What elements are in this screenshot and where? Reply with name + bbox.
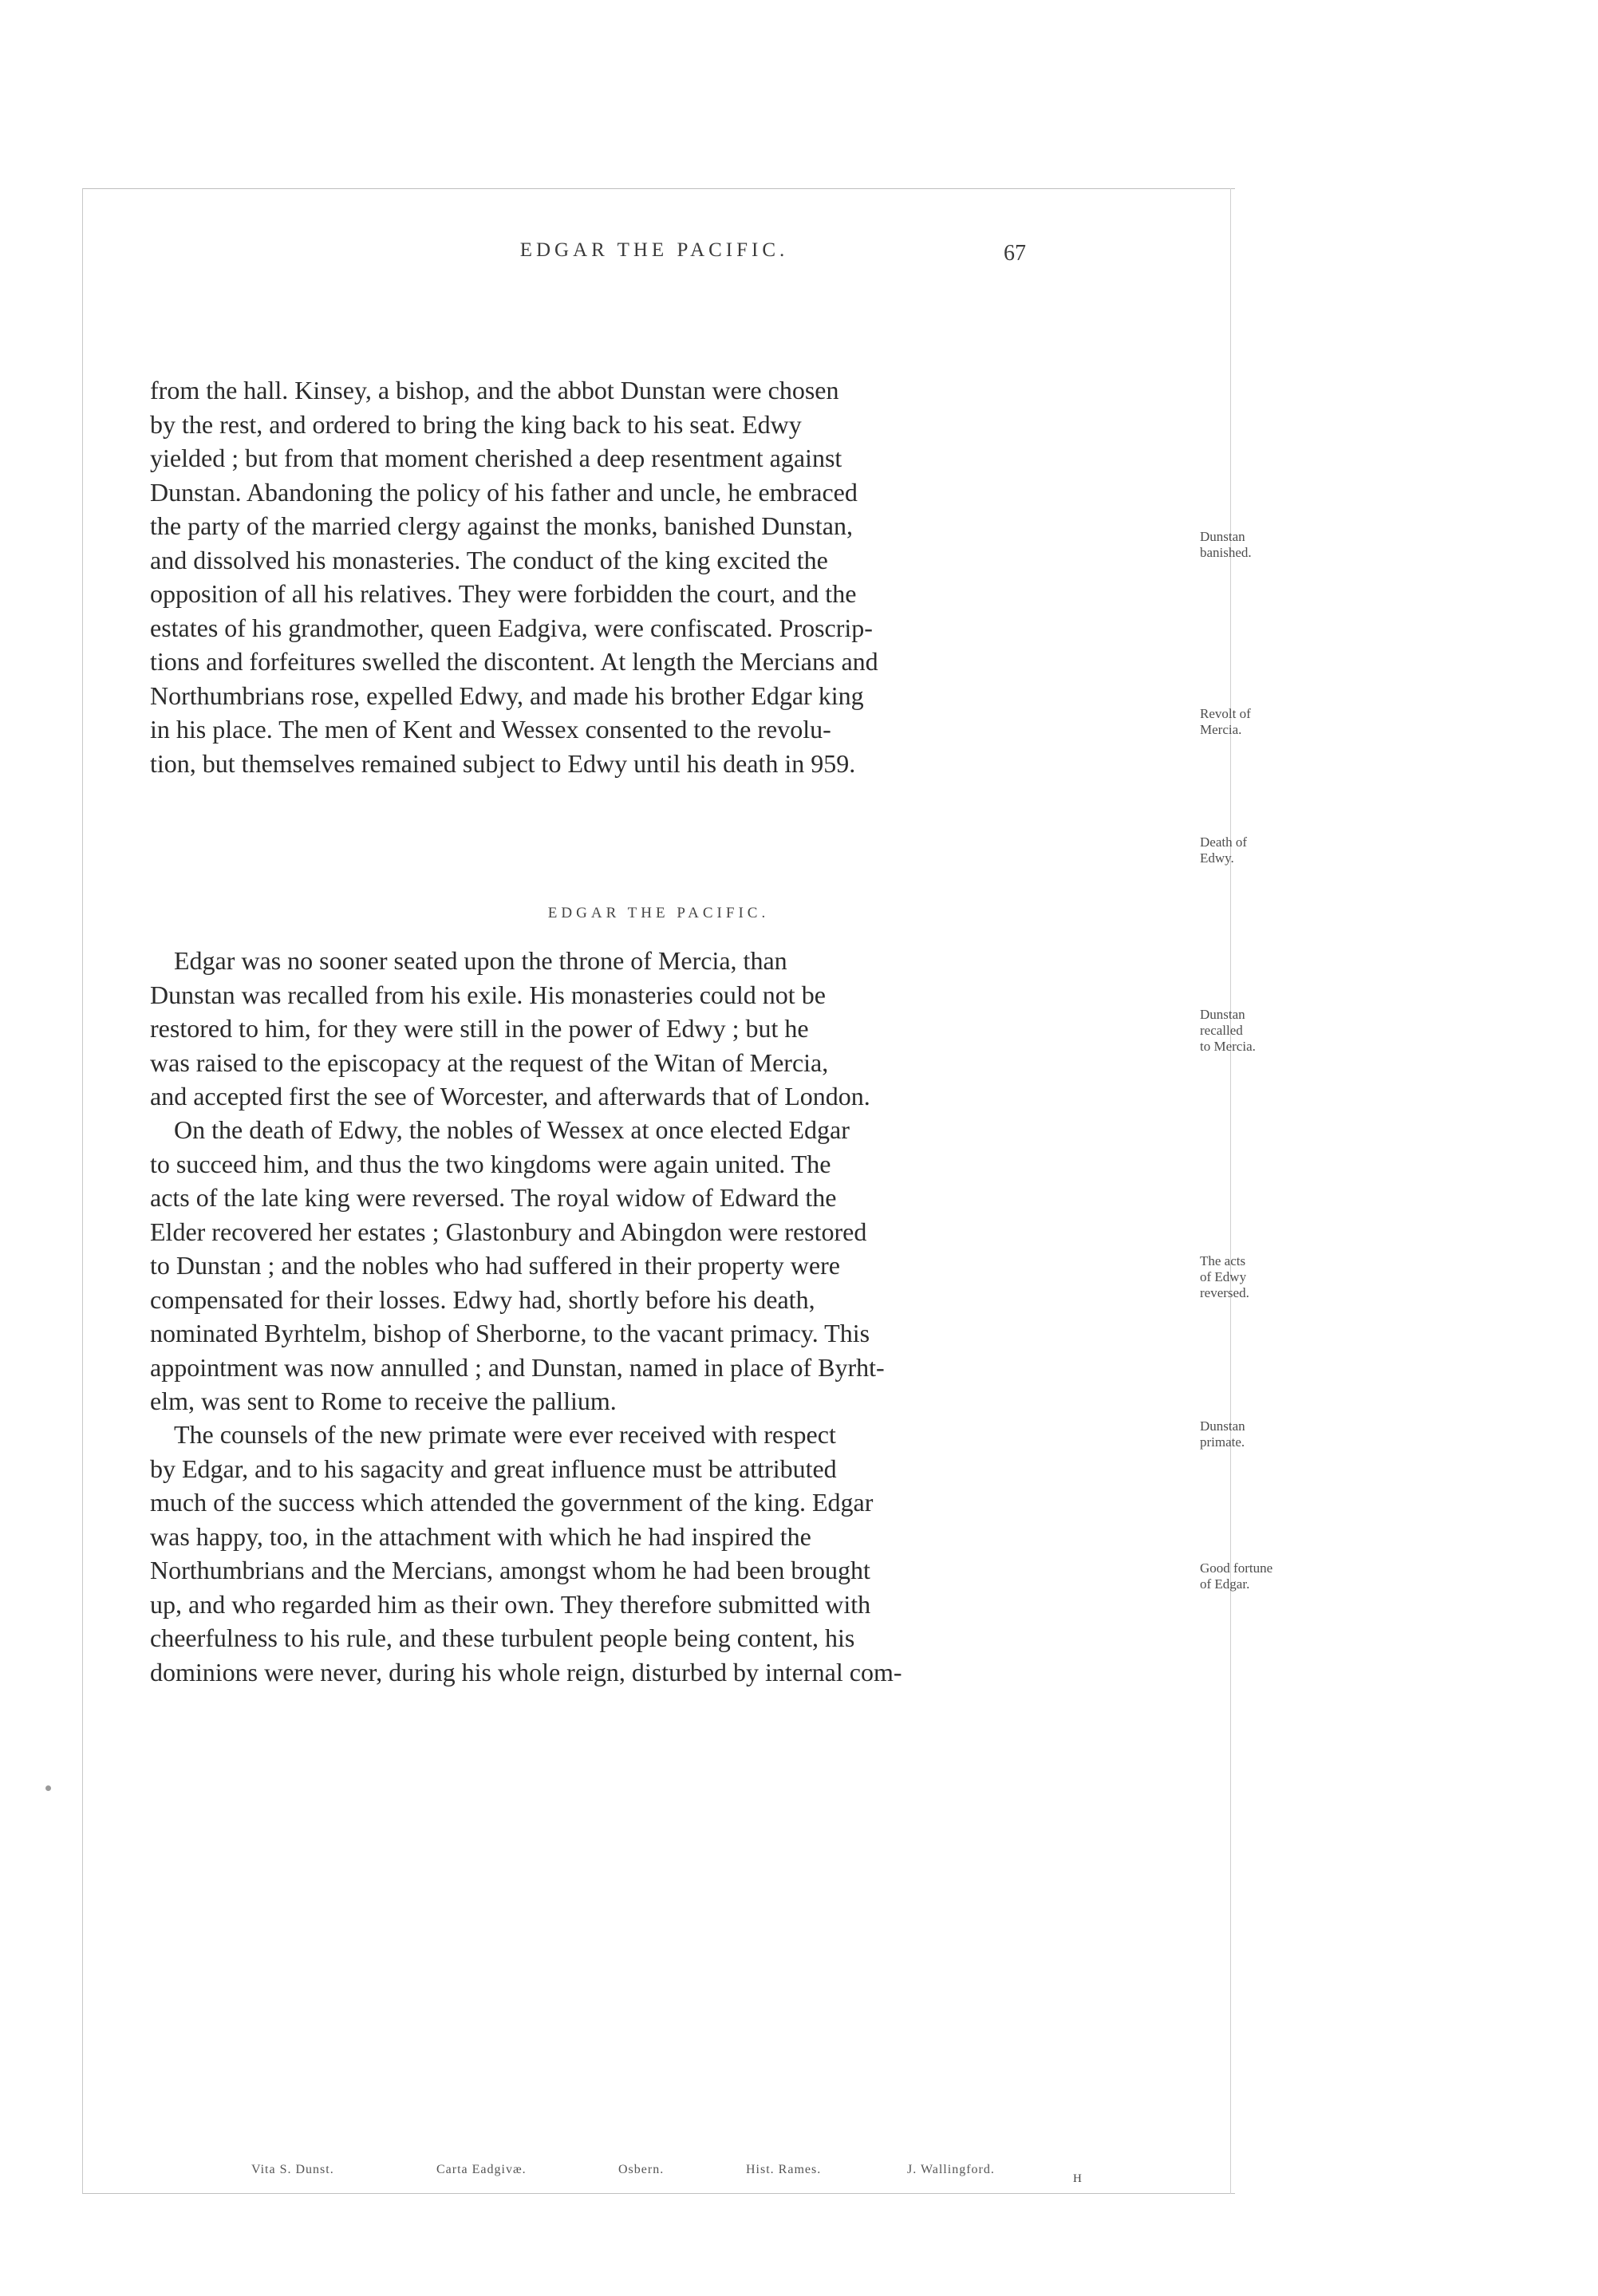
text-line: and accepted first the see of Worcester, and afterwards that of London. [150, 1082, 870, 1111]
section-heading: EDGAR THE PACIFIC. [547, 905, 770, 921]
sidenote-line: to Mercia. [1200, 1039, 1256, 1054]
text-line: the party of the married clergy against the monks, banished Dunstan, [150, 511, 853, 540]
text-line: elm, was sent to Rome to receive the pallium. [150, 1387, 617, 1415]
sidenote-line: Edwy. [1200, 850, 1234, 866]
sidenote-good-fortune [1200, 1560, 1304, 1592]
signature-mark: H [1073, 2172, 1082, 2185]
footnote-ref: Hist. Rames. [746, 2163, 822, 2176]
paragraph-4 [150, 1418, 1167, 1689]
sidenote-dunstan-banished [1200, 529, 1304, 561]
text-line: to succeed him, and thus the two kingdoms were again united. The [150, 1149, 831, 1178]
text-line: tion, but themselves remained subject to Edwy until his death in 959. [150, 748, 856, 778]
footnote-ref: Vita S. Dunst. [251, 2163, 334, 2176]
text-line: The counsels of the new primate were ever received with respect [174, 1420, 836, 1449]
text-line: yielded ; but from that moment cherished a deep resentment against [150, 444, 842, 472]
text-line: Elder recovered her estates ; Glastonbury and Abingdon were restored [150, 1217, 867, 1246]
page-number: 67 [1004, 241, 1026, 266]
sidenote-line: Good fortune [1200, 1560, 1273, 1576]
sidenote-line: Dunstan [1200, 1007, 1245, 1022]
sidenote-dunstan-primate [1200, 1418, 1304, 1450]
sidenote-line: Dunstan [1200, 1418, 1245, 1434]
text-line: nominated Byrhtelm, bishop of Sherborne, to the vacant primacy. This [150, 1319, 870, 1347]
text-line: estates of his grandmother, queen Eadgiva, were confiscated. Proscrip- [150, 613, 873, 642]
text-line: Dunstan. Abandoning the policy of his father and uncle, he embraced [150, 477, 858, 507]
sidenote-line: reversed. [1200, 1285, 1249, 1300]
paragraph-2 [150, 944, 1167, 1114]
sidenote-line: Revolt of [1200, 706, 1251, 721]
text-line: Edgar was no sooner seated upon the throne of Mercia, than [174, 946, 787, 975]
running-title: EDGAR THE PACIFIC. [519, 239, 789, 261]
text-line: appointment was now annulled ; and Dunstan, named in place of Byrht- [150, 1352, 885, 1382]
text-line: tions and forfeitures swelled the discontent. At length the Mercians and [150, 647, 878, 676]
footnote-ref: Osbern. [618, 2163, 665, 2176]
sidenote-line: Dunstan [1200, 529, 1245, 544]
text-line: was raised to the episcopacy at the request of the Witan of Mercia, [150, 1047, 829, 1077]
text-line: Dunstan was recalled from his exile. His monasteries could not be [150, 980, 826, 1009]
text-line: to Dunstan ; and the nobles who had suffered in their property were [150, 1251, 840, 1280]
sidenote-dunstan-recalled [1200, 1007, 1304, 1055]
footnote-ref: Carta Eadgivæ. [436, 2163, 527, 2176]
text-line: opposition of all his relatives. They were forbidden the court, and the [150, 579, 857, 608]
text-line: up, and who regarded him as their own. They therefore submitted with [150, 1589, 871, 1619]
text-line: in his place. The men of Kent and Wessex consented to the revolu- [150, 715, 831, 744]
sidenote-line: primate. [1200, 1434, 1245, 1450]
text-line: acts of the late king were reversed. The royal widow of Edward the [150, 1183, 837, 1212]
text-line: from the hall. Kinsey, a bishop, and the abbot Dunstan were chosen [150, 376, 839, 404]
sidenote-line: Death of [1200, 834, 1248, 850]
text-line: by the rest, and ordered to bring the king back to his seat. Edwy [150, 409, 802, 439]
sidenote-line: banished. [1200, 545, 1252, 560]
margin-mark [45, 1785, 51, 1791]
text-line: dominions were never, during his whole reign, disturbed by internal com- [150, 1657, 902, 1686]
sidenote-acts-reversed [1200, 1253, 1304, 1301]
paragraph-3 [150, 1113, 1167, 1418]
text-line: Northumbrians rose, expelled Edwy, and made his brother Edgar king [150, 681, 864, 710]
text-line: and dissolved his monasteries. The conduct of the king excited the [150, 545, 828, 574]
sidenote-revolt-of-mercia [1200, 706, 1304, 738]
sidenote-line: Mercia. [1200, 722, 1242, 737]
text-line: Northumbrians and the Mercians, amongst whom he had been brought [150, 1556, 870, 1584]
footnote-ref: J. Wallingford. [907, 2163, 995, 2176]
sidenote-line: of Edgar. [1200, 1576, 1250, 1592]
text-line: cheerfulness to his rule, and these turbulent people being content, his [150, 1623, 855, 1652]
text-line: restored to him, for they were still in the power of Edwy ; but he [150, 1014, 809, 1043]
text-line: On the death of Edwy, the nobles of Wessex at once elected Edgar [174, 1115, 850, 1144]
sidenote-line: recalled [1200, 1023, 1243, 1038]
sidenote-line: of Edwy [1200, 1269, 1247, 1284]
text-line: compensated for their losses. Edwy had, shortly before his death, [150, 1284, 815, 1314]
text-line: much of the success which attended the government of the king. Edgar [150, 1488, 874, 1517]
text-line: was happy, too, in the attachment with which he had inspired the [150, 1521, 811, 1551]
margin-rule [1230, 188, 1231, 2194]
text-line: by Edgar, and to his sagacity and great influence must be attributed [150, 1454, 837, 1483]
paragraph-1 [150, 373, 1167, 780]
sidenote-death-of-edwy [1200, 834, 1304, 866]
sidenote-line: The acts [1200, 1253, 1246, 1268]
